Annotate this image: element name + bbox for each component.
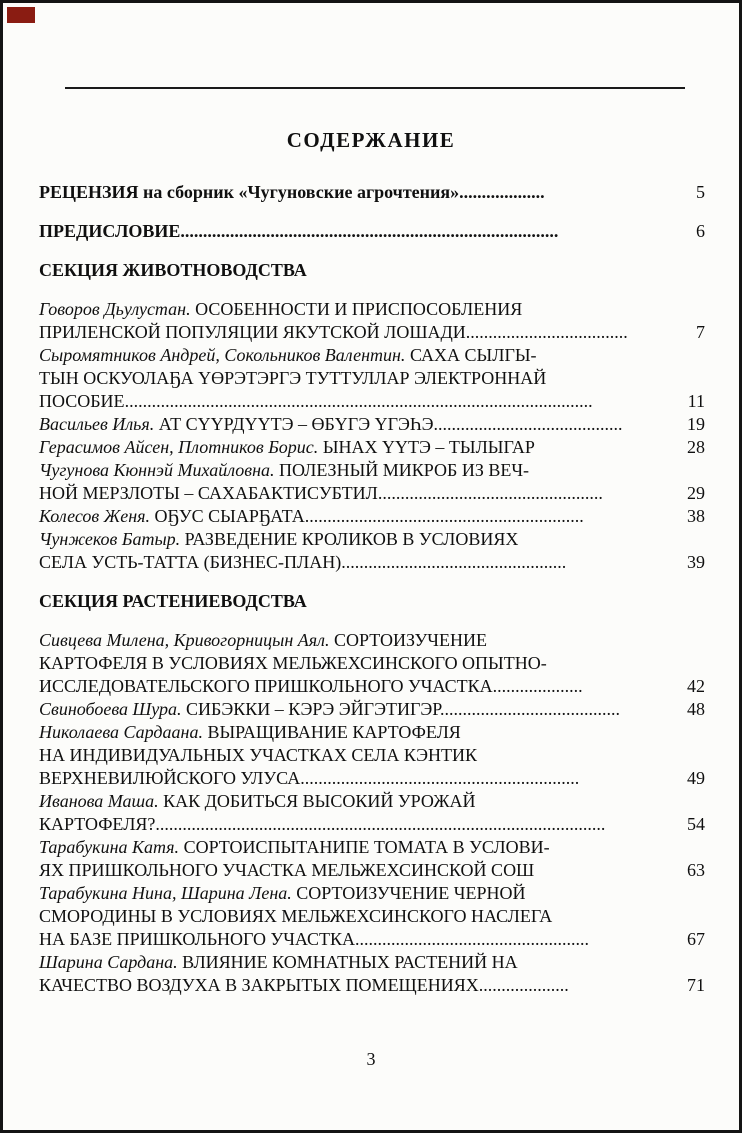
dot-leader: ...................: [459, 182, 545, 202]
dot-leader: ........................................................................................................: [124, 391, 593, 411]
toc-entry-text: ПРЕДИСЛОВИЕ....................................................................................: [39, 221, 559, 241]
toc-entry-text: Герасимов Айсен, Плотников Борис. ЫНАХ ҮҮТЭ – ТЫЛЫГАР: [39, 437, 535, 457]
scan-corner-mark: [7, 7, 35, 23]
dot-leader: ....................................................................................: [180, 221, 559, 241]
toc-entry-text: Иванова Маша. КАК ДОБИТЬСЯ ВЫСОКИЙ УРОЖАЙ КАРТОФЕЛЯ?....................................................................................................: [39, 791, 606, 834]
dot-leader: ..................................................: [341, 552, 567, 572]
toc-entry-author: Иванова Маша.: [39, 791, 164, 811]
dot-leader: ....................................: [465, 322, 628, 342]
toc-entry-author: Тарабукина Нина, Шарина Лена.: [39, 883, 297, 903]
toc-entry-text: Чугунова Кюннэй Михайловна. ПОЛЕЗНЫЙ МИКРОБ ИЗ ВЕЧ- НОЙ МЕРЗЛОТЫ – САХАБАКТИСУБТИЛ..................................................: [39, 460, 603, 503]
toc-entry-page-number: 67: [687, 929, 705, 949]
toc-entry-page-number: 38: [687, 506, 705, 526]
toc-entry-text: Говоров Дьулустан. ОСОБЕННОСТИ И ПРИСПОСОБЛЕНИЯ ПРИЛЕНСКОЙ ПОПУЛЯЦИИ ЯКУТСКОЙ ЛОШАДИ....................................: [39, 299, 628, 342]
toc-entry-page-number: 5: [696, 182, 705, 202]
toc-entry-author: Говоров Дьулустан.: [39, 299, 196, 319]
toc-entry-page-number: 42: [687, 676, 705, 696]
toc-section-header: [39, 259, 713, 282]
toc-entry-text: Сивцева Милена, Кривогорницын Аял. СОРТОИЗУЧЕНИЕ КАРТОФЕЛЯ В УСЛОВИЯХ МЕЛЬЖЕХСИНСКОГО ОПЫТНО- ИССЛЕДОВАТЕЛЬСКОГО ПРИШКОЛЬНОГО УЧАСТКА....................: [39, 630, 583, 696]
dot-leader: ........................................: [440, 699, 620, 719]
toc-entry-page-number: 28: [687, 437, 705, 457]
toc-entry-page-number: 7: [696, 322, 705, 342]
toc-entry: [39, 505, 713, 528]
toc-entry-page-number: 11: [687, 391, 705, 411]
toc-entry-author: Васильев Илья.: [39, 414, 159, 434]
toc-entry: [39, 413, 713, 436]
page-title: СОДЕРЖАНИЕ: [286, 128, 456, 152]
toc-entry-text: Колесов Женя. ОҔУС СЫАРҔАТА..............................................................: [39, 506, 584, 526]
toc-entry-page-number: 48: [687, 699, 705, 719]
table-of-contents: [39, 181, 713, 997]
toc-entry-page-number: 6: [696, 221, 705, 241]
horizontal-rule: [65, 87, 685, 89]
toc-entry-page-number: 39: [687, 552, 705, 572]
dot-leader: ....................: [478, 975, 569, 995]
dot-leader: ..............................................................: [304, 506, 584, 526]
toc-entry: [39, 298, 713, 344]
toc-entry-text: Свинобоева Шура. СИБЭККИ – КЭРЭ ЭЙГЭТИГЭР........................................: [39, 699, 620, 719]
toc-entry-page-number: 49: [687, 768, 705, 788]
dot-leader: ....................: [492, 676, 583, 696]
toc-entry-author: Свинобоева Шура.: [39, 699, 187, 719]
toc-entry: [39, 790, 713, 836]
toc-entry-author: Сивцева Милена, Кривогорницын Аял.: [39, 630, 334, 650]
toc-entry-page-number: 63: [687, 860, 705, 880]
dot-leader: ....................................................................................................: [155, 814, 606, 834]
toc-entry: [39, 181, 713, 204]
toc-entry: [39, 528, 713, 574]
dot-leader: ..........................................: [433, 414, 623, 434]
dot-leader: ....................................................: [355, 929, 590, 949]
toc-entry: [39, 951, 713, 997]
toc-entry-text: СЕКЦИЯ ЖИВОТНОВОДСТВА: [39, 260, 307, 280]
toc-entry-author: Шарина Сардана.: [39, 952, 183, 972]
toc-entry-text: Тарабукина Катя. СОРТОИСПЫТАНИПЕ ТОМАТА В УСЛОВИ- ЯХ ПРИШКОЛЬНОГО УЧАСТКА МЕЛЬЖЕХСИНСКОЙ СОШ: [39, 837, 550, 880]
toc-entry-text: Сыромятников Андрей, Сокольников Валентин. САХА СЫЛГЫ- ТЫН ОСКУОЛАҔА ҮӨРЭТЭРГЭ ТУТТУЛЛАР ЭЛЕКТРОННАЙ ПОСОБИЕ........................................................................................................: [39, 345, 593, 411]
toc-entry: [39, 344, 713, 413]
toc-entry-page-number: 71: [687, 975, 705, 995]
toc-entry: [39, 220, 713, 243]
toc-entry: [39, 882, 713, 951]
toc-entry-page-number: 54: [687, 814, 705, 834]
toc-entry-author: Чугунова Кюннэй Михайловна.: [39, 460, 280, 480]
toc-entry-text: Николаева Сардаана. ВЫРАЩИВАНИЕ КАРТОФЕЛЯ НА ИНДИВИДУАЛЬНЫХ УЧАСТКАХ СЕЛА КЭНТИК ВЕРХНЕВИЛЮЙСКОГО УЛУСА..............................................................: [39, 722, 580, 788]
toc-section-header: [39, 590, 713, 613]
toc-entry: [39, 698, 713, 721]
toc-entry-text: СЕКЦИЯ РАСТЕНИЕВОДСТВА: [39, 591, 307, 611]
page-number: 3: [366, 1049, 376, 1069]
toc-entry-author: Колесов Женя.: [39, 506, 155, 526]
toc-entry: [39, 721, 713, 790]
toc-entry: [39, 436, 713, 459]
toc-entry-page-number: 29: [687, 483, 705, 503]
toc-entry-author: Чунжеков Батыр.: [39, 529, 185, 549]
toc-entry-author: Сыромятников Андрей, Сокольников Валентин.: [39, 345, 410, 365]
toc-entry-text: Шарина Сардана. ВЛИЯНИЕ КОМНАТНЫХ РАСТЕНИЙ НА КАЧЕСТВО ВОЗДУХА В ЗАКРЫТЫХ ПОМЕЩЕНИЯХ....................: [39, 952, 569, 995]
toc-entry-author: Тарабукина Катя.: [39, 837, 184, 857]
toc-entry-page-number: 19: [687, 414, 705, 434]
dot-leader: ..............................................................: [300, 768, 580, 788]
toc-entry: [39, 459, 713, 505]
toc-entry-text: РЕЦЕНЗИЯ на сборник «Чугуновские агрочтения»...................: [39, 182, 545, 202]
toc-entry-author: Герасимов Айсен, Плотников Борис.: [39, 437, 323, 457]
toc-entry: [39, 629, 713, 698]
toc-entry-author: Николаева Сардаана.: [39, 722, 208, 742]
toc-entry-text: Васильев Илья. АТ СҮҮРДҮҮТЭ – ӨБҮГЭ ҮГЭҺЭ..........................................: [39, 414, 623, 434]
toc-entry-text: Тарабукина Нина, Шарина Лена. СОРТОИЗУЧЕНИЕ ЧЕРНОЙ СМОРОДИНЫ В УСЛОВИЯХ МЕЛЬЖЕХСИНСКОГО НАСЛЕГА НА БАЗЕ ПРИШКОЛЬНОГО УЧАСТКА....................................................: [39, 883, 590, 949]
toc-entry: [39, 836, 713, 882]
dot-leader: ..................................................: [377, 483, 603, 503]
toc-entry-text: Чунжеков Батыр. РАЗВЕДЕНИЕ КРОЛИКОВ В УСЛОВИЯХ СЕЛА УСТЬ-ТАТТА (БИЗНЕС-ПЛАН)..................................................: [39, 529, 567, 572]
